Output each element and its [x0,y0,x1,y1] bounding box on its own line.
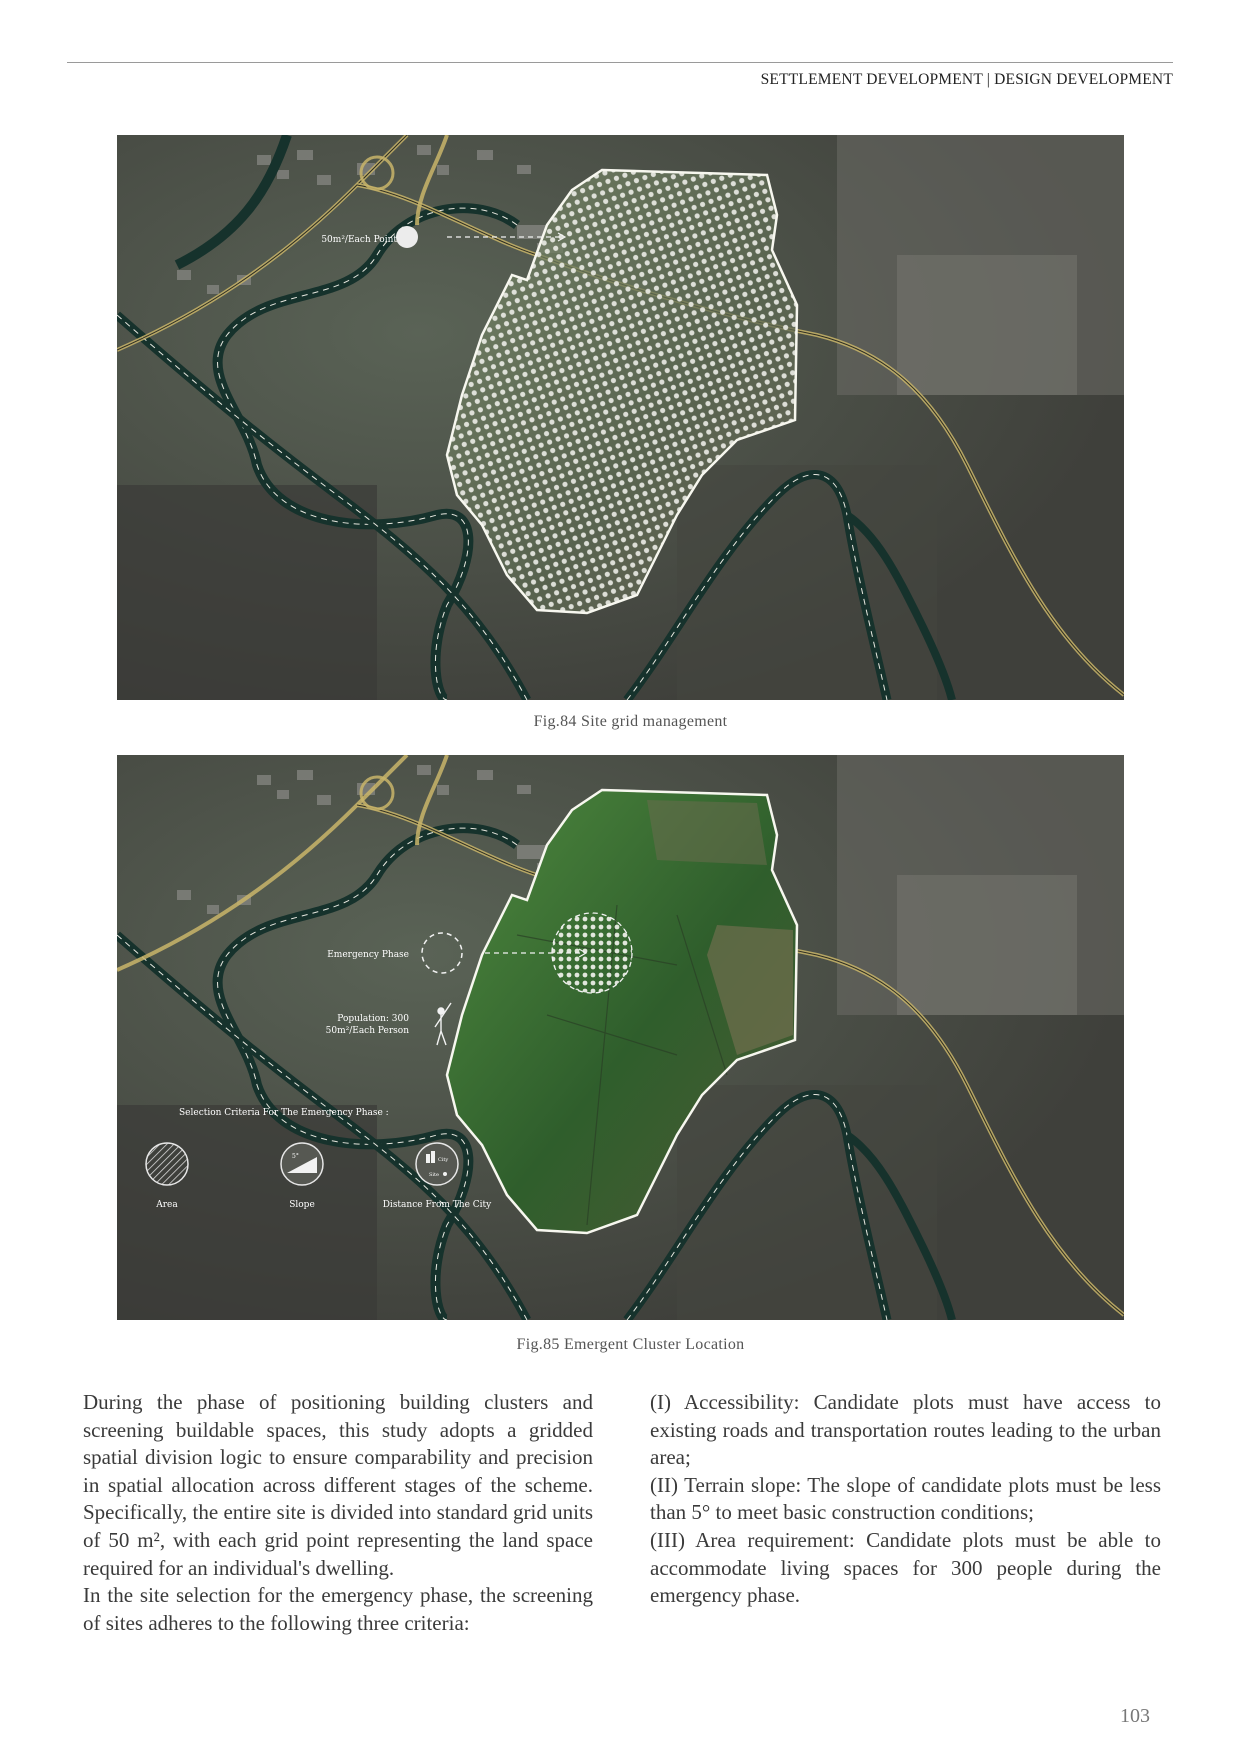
body-paragraph: During the phase of positioning building clusters and screening buildable spaces, this study adopts a gridded spatial division logic to ensure comparability and precision in spatial allocation across different stages of the scheme. Specifically, the entire site is divided into standard grid units of 50 m², with each grid point representing the land space required for an individual's dwelling. [83,1390,593,1580]
criteria-area-label: Area [156,1200,178,1210]
emergent-cluster-map [117,755,1124,1320]
grid-point-legend-icon [396,226,418,248]
emergency-phase-label: Emergency Phase [327,950,409,960]
body-paragraph: In the site selection for the emergency phase, the screening of sites adheres to the following three criteria: [83,1583,593,1635]
criteria-item: (II) Terrain slope: The slope of candidate plots must be less than 5° to meet basic construction conditions; [650,1472,1161,1525]
aerial-cluster-svg [117,755,1124,1320]
aerial-grid-svg [117,135,1124,700]
page-number: 103 [1120,1705,1150,1727]
body-right-column [650,1389,1161,1610]
population-label: Population: 300 [337,1014,409,1024]
site-icon-text: Site [429,1172,439,1178]
page-header: SETTLEMENT DEVELOPMENT | DESIGN DEVELOPMENT [760,71,1173,88]
criteria-distance-label: Distance From The City [382,1200,492,1210]
figure-84-caption: Fig.84 Site grid management [533,713,728,730]
site-grid-map [117,135,1124,700]
criteria-slope-label: Slope [289,1200,315,1210]
figure-85-caption: Fig.85 Emergent Cluster Location [516,1336,745,1353]
header-rule [67,62,1173,63]
city-icon-text: City [438,1157,449,1163]
city-distance-icon [416,1143,458,1185]
criteria-item: (III) Area requirement: Candidate plots must be able to accommodate living spaces for 300 people during the emergency phase. [650,1527,1161,1608]
per-person-label: 50m²/Each Person [325,1026,409,1036]
body-left-column [83,1389,593,1637]
slope-icon-text: 5° [292,1153,299,1160]
grid-point-label: 50m²/Each Point [321,235,397,245]
hatched-circle-icon [146,1143,188,1185]
criteria-item: (I) Accessibility: Candidate plots must have access to existing roads and transportation routes leading to the urban area; [650,1390,1161,1470]
criteria-title: Selection Criteria For The Emergency Phase : [179,1108,389,1118]
